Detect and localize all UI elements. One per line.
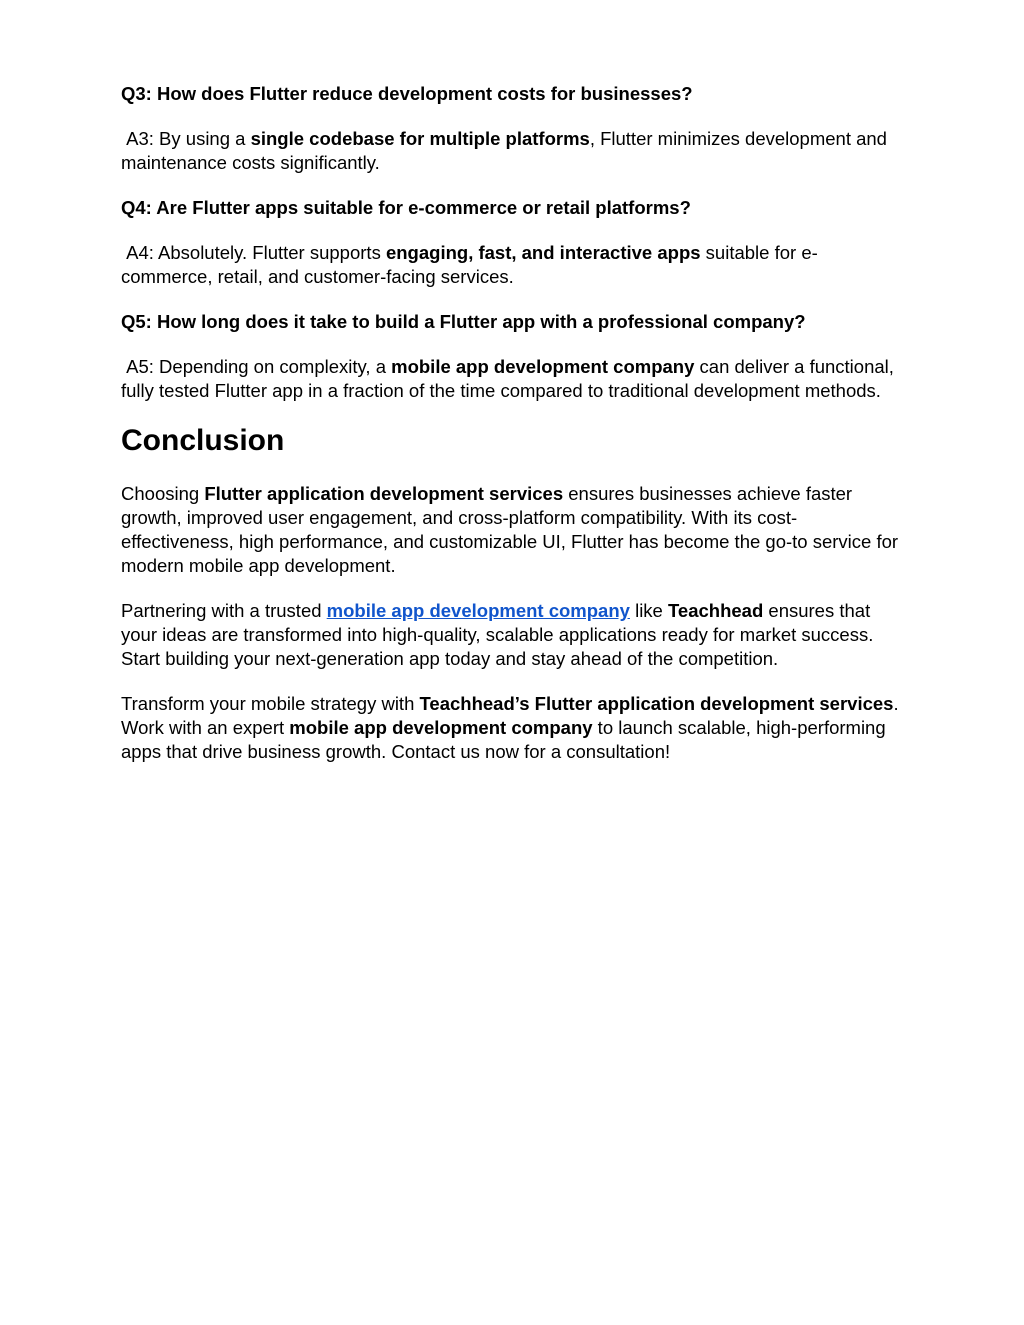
conclusion-paragraph-1 [121, 482, 904, 578]
faq-answer-a3 [121, 127, 904, 175]
text-run-bold: Teachhead’s Flutter application development services [419, 693, 894, 714]
text-run: A4: Absolutely. Flutter supports [121, 242, 386, 263]
section-heading-conclusion: Conclusion [121, 424, 285, 457]
text-run-bold: single codebase for multiple platforms [250, 128, 590, 149]
text-run: to launch scalable, high-performing apps that drive business growth. Contact us now for a consultation! [121, 717, 891, 762]
text-run-bold: Teachhead [667, 600, 764, 621]
text-run: ensures businesses achieve faster growth, improved user engagement, and cross-platform compatibility. With its cost-effectiveness, high performance, and customizable UI, Flutter has become the go-to service for modern mobile app development. [121, 483, 904, 576]
faq-answer-a5 [121, 355, 904, 403]
text-run: Q3: How does Flutter reduce development costs for businesses? [121, 83, 693, 104]
faq-question-q5 [121, 310, 904, 334]
faq-question-q4 [121, 196, 904, 220]
text-run: Transform your mobile strategy with [121, 693, 420, 714]
text-run-bold: mobile app development company [391, 356, 695, 377]
text-run: Q4: Are Flutter apps suitable for e-commerce or retail platforms? [121, 197, 691, 218]
text-run-bold: mobile app development company [289, 717, 593, 738]
conclusion-paragraph-2 [121, 599, 904, 671]
text-run: suitable for e-commerce, retail, and customer-facing services. [121, 242, 818, 287]
text-run: can deliver a functional, fully tested Flutter app in a fraction of the time compared to traditional development methods. [121, 356, 900, 401]
text-run-bold: engaging, fast, and interactive apps [385, 242, 701, 263]
document-content [121, 82, 904, 785]
text-run: Q5: How long does it take to build a Flutter app with a professional company? [121, 311, 806, 332]
faq-question-q3 [121, 82, 904, 106]
faq-answer-a4 [121, 241, 904, 289]
text-run: like [629, 600, 668, 621]
text-run: A3: By using a [121, 128, 251, 149]
mobile-app-development-company-link[interactable]: mobile app development company [326, 600, 630, 621]
text-run-bold: Flutter application development services [204, 483, 564, 504]
conclusion-paragraph-3 [121, 692, 904, 764]
text-run: , Flutter minimizes development and maintenance costs significantly. [121, 128, 893, 173]
text-run: ensures that your ideas are transformed into high-quality, scalable applications ready for market success. Start building your next-generation app today and stay ahead of the competition. [121, 600, 879, 669]
text-run: Choosing [121, 483, 205, 504]
text-run: A5: Depending on complexity, a [121, 356, 392, 377]
text-run: Partnering with a trusted [121, 600, 327, 621]
text-run: . Work with an expert [121, 693, 904, 738]
